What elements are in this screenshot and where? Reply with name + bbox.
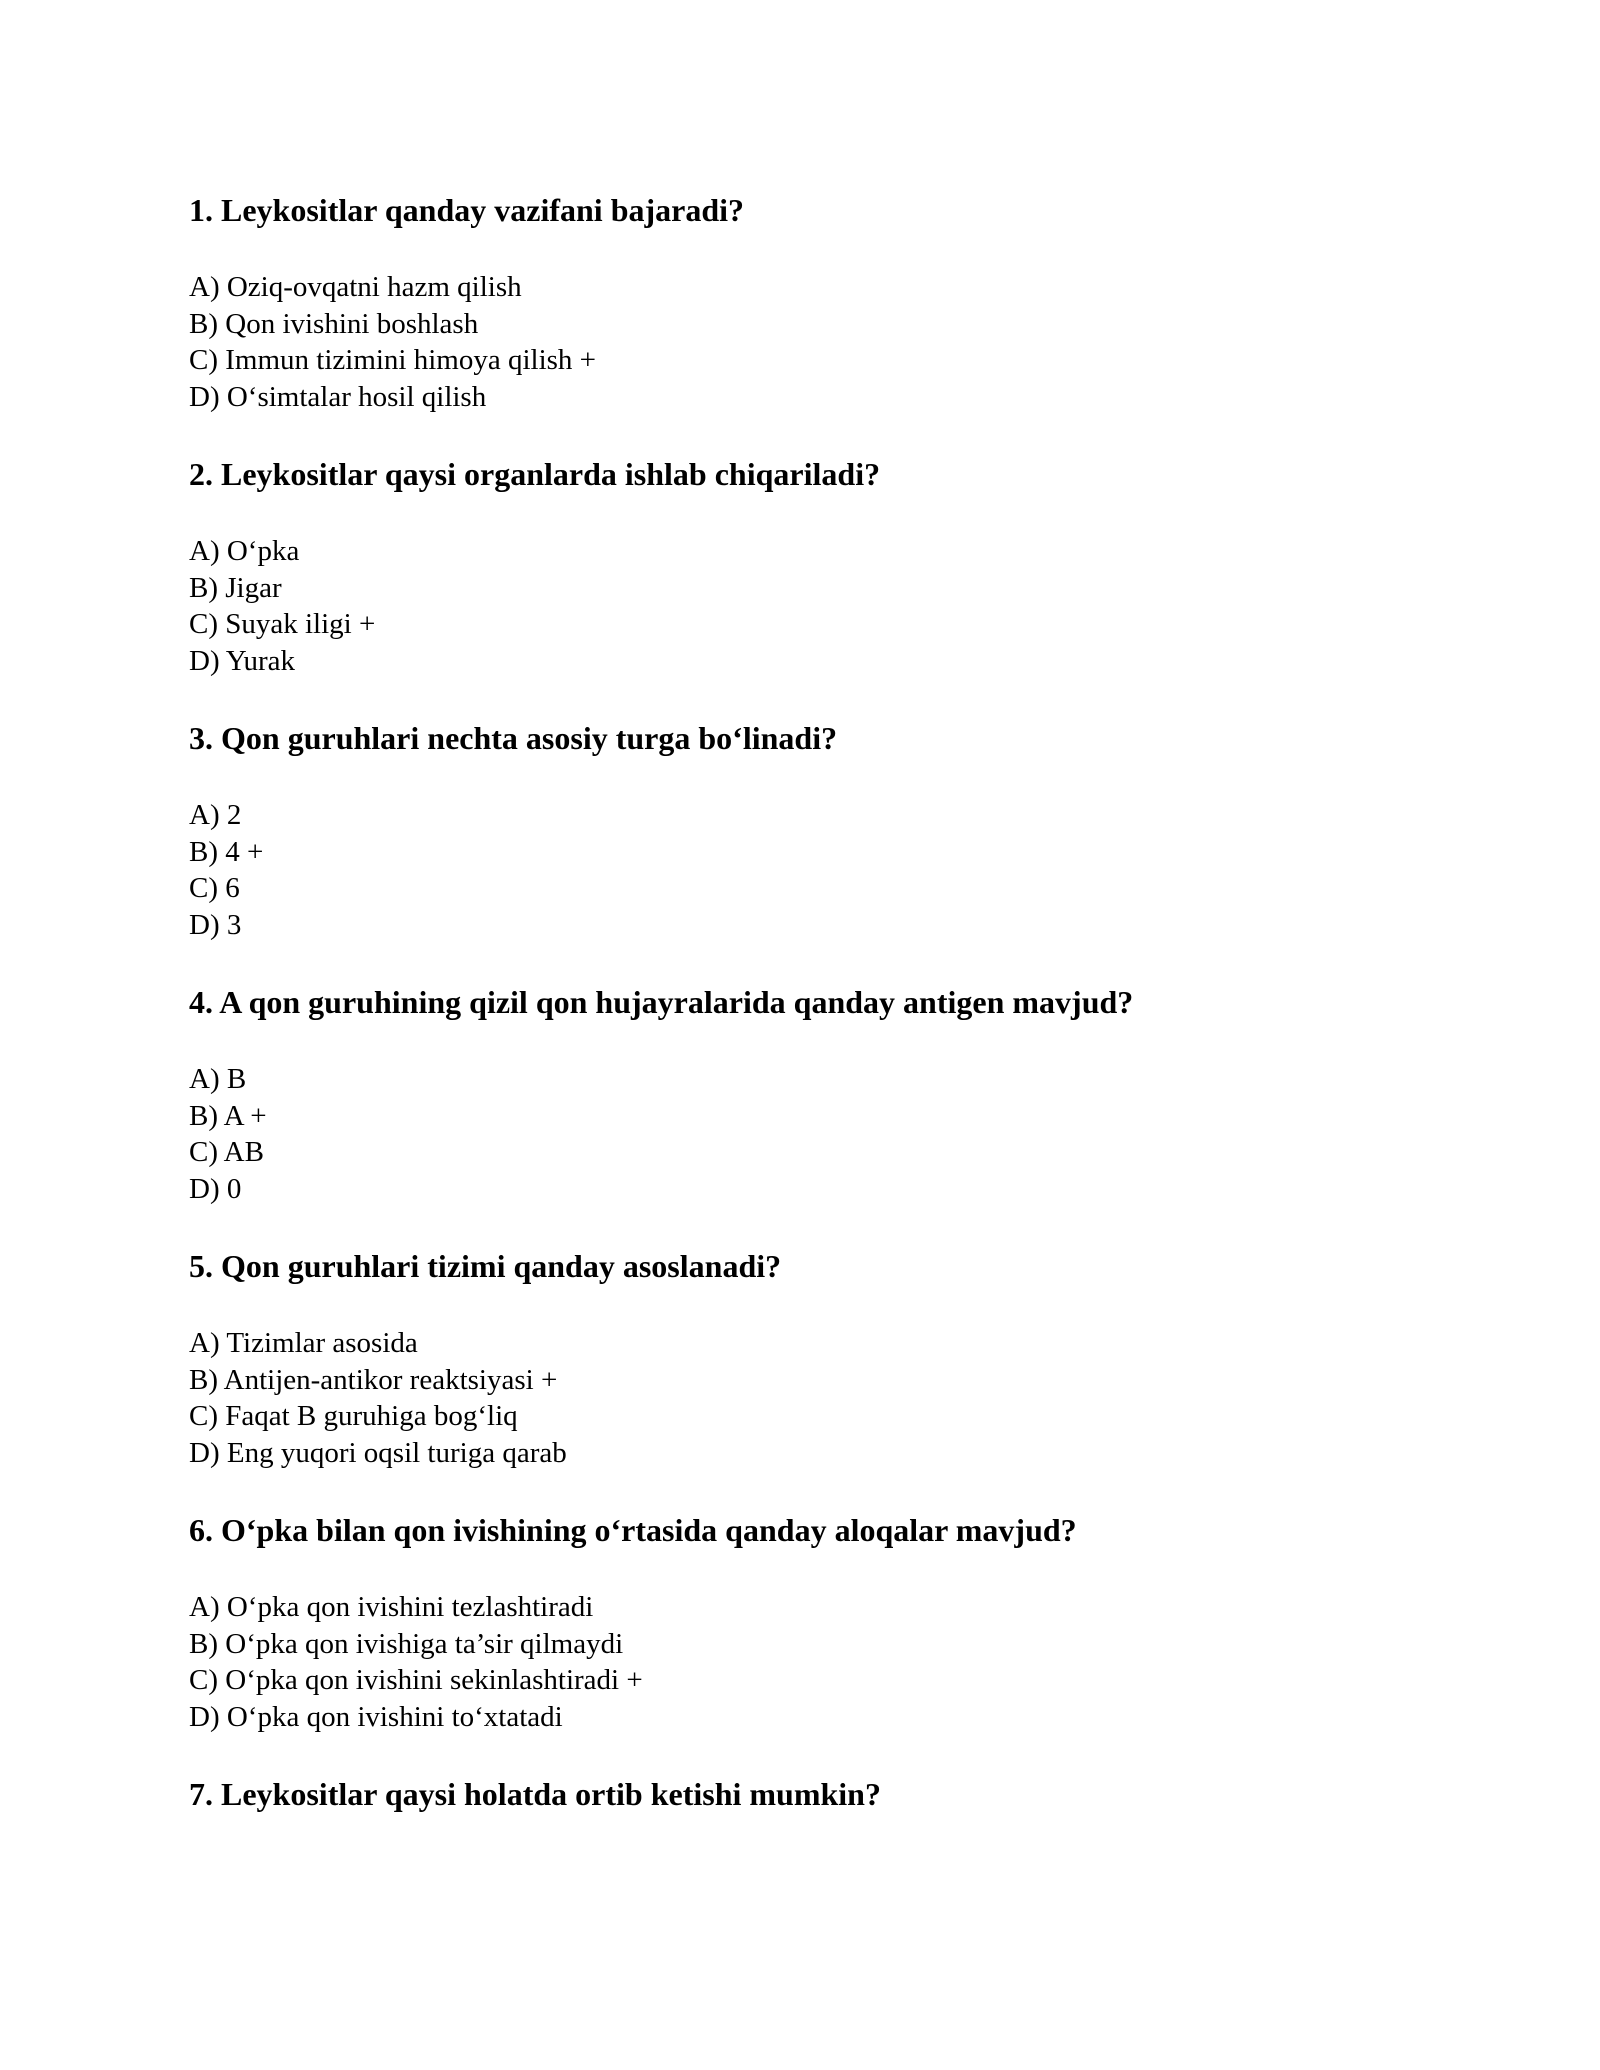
question-7 <box>189 1771 1419 1817</box>
answer-option-c: C) O‘pka qon ivishini sekinlashtiradi + <box>189 1664 643 1696</box>
answer-option-b: B) 4 + <box>189 835 264 868</box>
answer-option-c: C) Suyak iligi + <box>189 608 376 640</box>
answer-option-d: D) 3 <box>189 908 242 941</box>
question-title: 1. Leykositlar qanday vazifani bajaradi? <box>189 192 745 228</box>
answer-option-d: D) Yurak <box>189 644 296 677</box>
answer-option-b: B) Jigar <box>189 571 282 604</box>
answer-option-a: A) B <box>189 1063 247 1095</box>
answer-option-d: D) O‘simtalar hosil qilish <box>189 380 487 413</box>
answer-option-a: A) Tizimlar asosida <box>189 1327 418 1359</box>
answer-option-d: D) Eng yuqori oqsil turiga qarab <box>189 1436 567 1469</box>
question-title: 5. Qon guruhlari tizimi qanday asoslanadi? <box>189 1248 782 1284</box>
answer-option-b: B) Qon ivishini boshlash <box>189 307 479 340</box>
question-title: 4. A qon guruhining qizil qon hujayralarida qanday antigen mavjud? <box>189 984 1134 1020</box>
question-6 <box>189 1507 1419 1735</box>
question-title: 2. Leykositlar qaysi organlarda ishlab chiqariladi? <box>189 456 881 492</box>
question-title: 6. O‘pka bilan qon ivishining o‘rtasida qanday aloqalar mavjud? <box>189 1512 1077 1548</box>
answer-options <box>189 1589 1419 1735</box>
answer-option-d: D) 0 <box>189 1172 242 1205</box>
answer-option-a: A) 2 <box>189 799 242 831</box>
answer-option-b: B) A + <box>189 1099 267 1132</box>
answer-options <box>189 1325 1419 1471</box>
answer-option-d: D) O‘pka qon ivishini to‘xtatadi <box>189 1700 563 1733</box>
answer-option-a: A) O‘pka qon ivishini tezlashtiradi <box>189 1591 594 1623</box>
answer-options <box>189 269 1419 415</box>
question-4 <box>189 979 1419 1207</box>
answer-options <box>189 797 1419 943</box>
answer-option-c: C) AB <box>189 1136 264 1168</box>
quiz-content <box>189 187 1419 1853</box>
answer-option-a: A) O‘pka <box>189 535 300 567</box>
answer-options <box>189 1061 1419 1207</box>
question-2 <box>189 451 1419 679</box>
question-1 <box>189 187 1419 415</box>
question-5 <box>189 1243 1419 1471</box>
answer-option-b: B) Antijen-antikor reaktsiyasi + <box>189 1363 558 1396</box>
answer-option-c: C) Immun tizimini himoya qilish + <box>189 344 597 376</box>
answer-option-c: C) 6 <box>189 872 240 904</box>
answer-options <box>189 533 1419 679</box>
question-title: 3. Qon guruhlari nechta asosiy turga bo‘linadi? <box>189 720 838 756</box>
answer-option-a: A) Oziq-ovqatni hazm qilish <box>189 271 522 303</box>
question-title: 7. Leykositlar qaysi holatda ortib ketishi mumkin? <box>189 1776 881 1812</box>
question-3 <box>189 715 1419 943</box>
answer-option-c: C) Faqat B guruhiga bog‘liq <box>189 1400 518 1432</box>
answer-option-b: B) O‘pka qon ivishiga ta’sir qilmaydi <box>189 1627 624 1660</box>
